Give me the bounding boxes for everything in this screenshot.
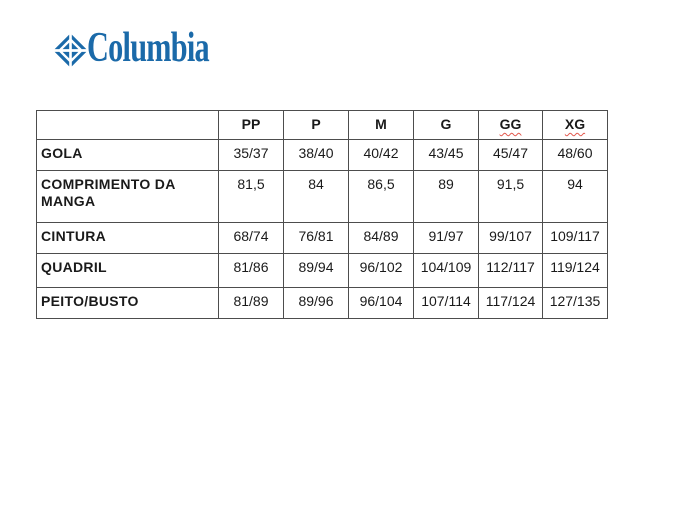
column-header-m	[349, 111, 414, 140]
cell-value: 112/117	[479, 254, 543, 288]
column-header-label: PP	[241, 116, 261, 132]
cell-value: 119/124	[543, 254, 608, 288]
cell-value: 35/37	[219, 140, 284, 171]
table-row-cintura	[37, 223, 608, 254]
corner-cell	[37, 111, 219, 140]
column-header-gg	[479, 111, 543, 140]
cell-value: 43/45	[414, 140, 479, 171]
cell-value: 68/74	[219, 223, 284, 254]
cell-value: 81/89	[219, 288, 284, 319]
column-header-p	[284, 111, 349, 140]
row-label: PEITO/BUSTO	[37, 288, 219, 319]
row-label: GOLA	[37, 140, 219, 171]
cell-value: 89/94	[284, 254, 349, 288]
column-header-xg	[543, 111, 608, 140]
cell-value: 99/107	[479, 223, 543, 254]
cell-value: 86,5	[349, 171, 414, 223]
size-chart-table	[36, 110, 608, 319]
cell-value: 89/96	[284, 288, 349, 319]
table-row-peito-busto	[37, 288, 608, 319]
column-header-label: GG	[499, 116, 522, 132]
table-row-gola	[37, 140, 608, 171]
row-label: COMPRIMENTO DA MANGA	[37, 171, 219, 223]
cell-value: 127/135	[543, 288, 608, 319]
cell-value: 96/104	[349, 288, 414, 319]
cell-value: 45/47	[479, 140, 543, 171]
cell-value: 81/86	[219, 254, 284, 288]
cell-value: 104/109	[414, 254, 479, 288]
cell-value: 38/40	[284, 140, 349, 171]
column-header-pp	[219, 111, 284, 140]
columbia-diamond-icon	[54, 32, 87, 69]
columbia-logo	[54, 25, 256, 71]
column-header-label: XG	[564, 116, 586, 132]
cell-value: 117/124	[479, 288, 543, 319]
cell-value: 76/81	[284, 223, 349, 254]
cell-value: 89	[414, 171, 479, 223]
cell-value: 91,5	[479, 171, 543, 223]
row-label: QUADRIL	[37, 254, 219, 288]
cell-value: 40/42	[349, 140, 414, 171]
cell-value: 48/60	[543, 140, 608, 171]
cell-value: 84	[284, 171, 349, 223]
cell-value: 81,5	[219, 171, 284, 223]
cell-value: 107/114	[414, 288, 479, 319]
table-row-quadril	[37, 254, 608, 288]
row-label: CINTURA	[37, 223, 219, 254]
table-row-comprimento-da-manga	[37, 171, 608, 223]
column-header-label: G	[440, 116, 452, 132]
cell-value: 109/117	[543, 223, 608, 254]
column-header-g	[414, 111, 479, 140]
cell-value: 84/89	[349, 223, 414, 254]
column-header-label: M	[375, 116, 387, 132]
table-header-row	[37, 111, 608, 140]
cell-value: 94	[543, 171, 608, 223]
cell-value: 96/102	[349, 254, 414, 288]
columbia-wordmark: Columbia	[87, 25, 209, 71]
column-header-label: P	[311, 116, 321, 132]
cell-value: 91/97	[414, 223, 479, 254]
